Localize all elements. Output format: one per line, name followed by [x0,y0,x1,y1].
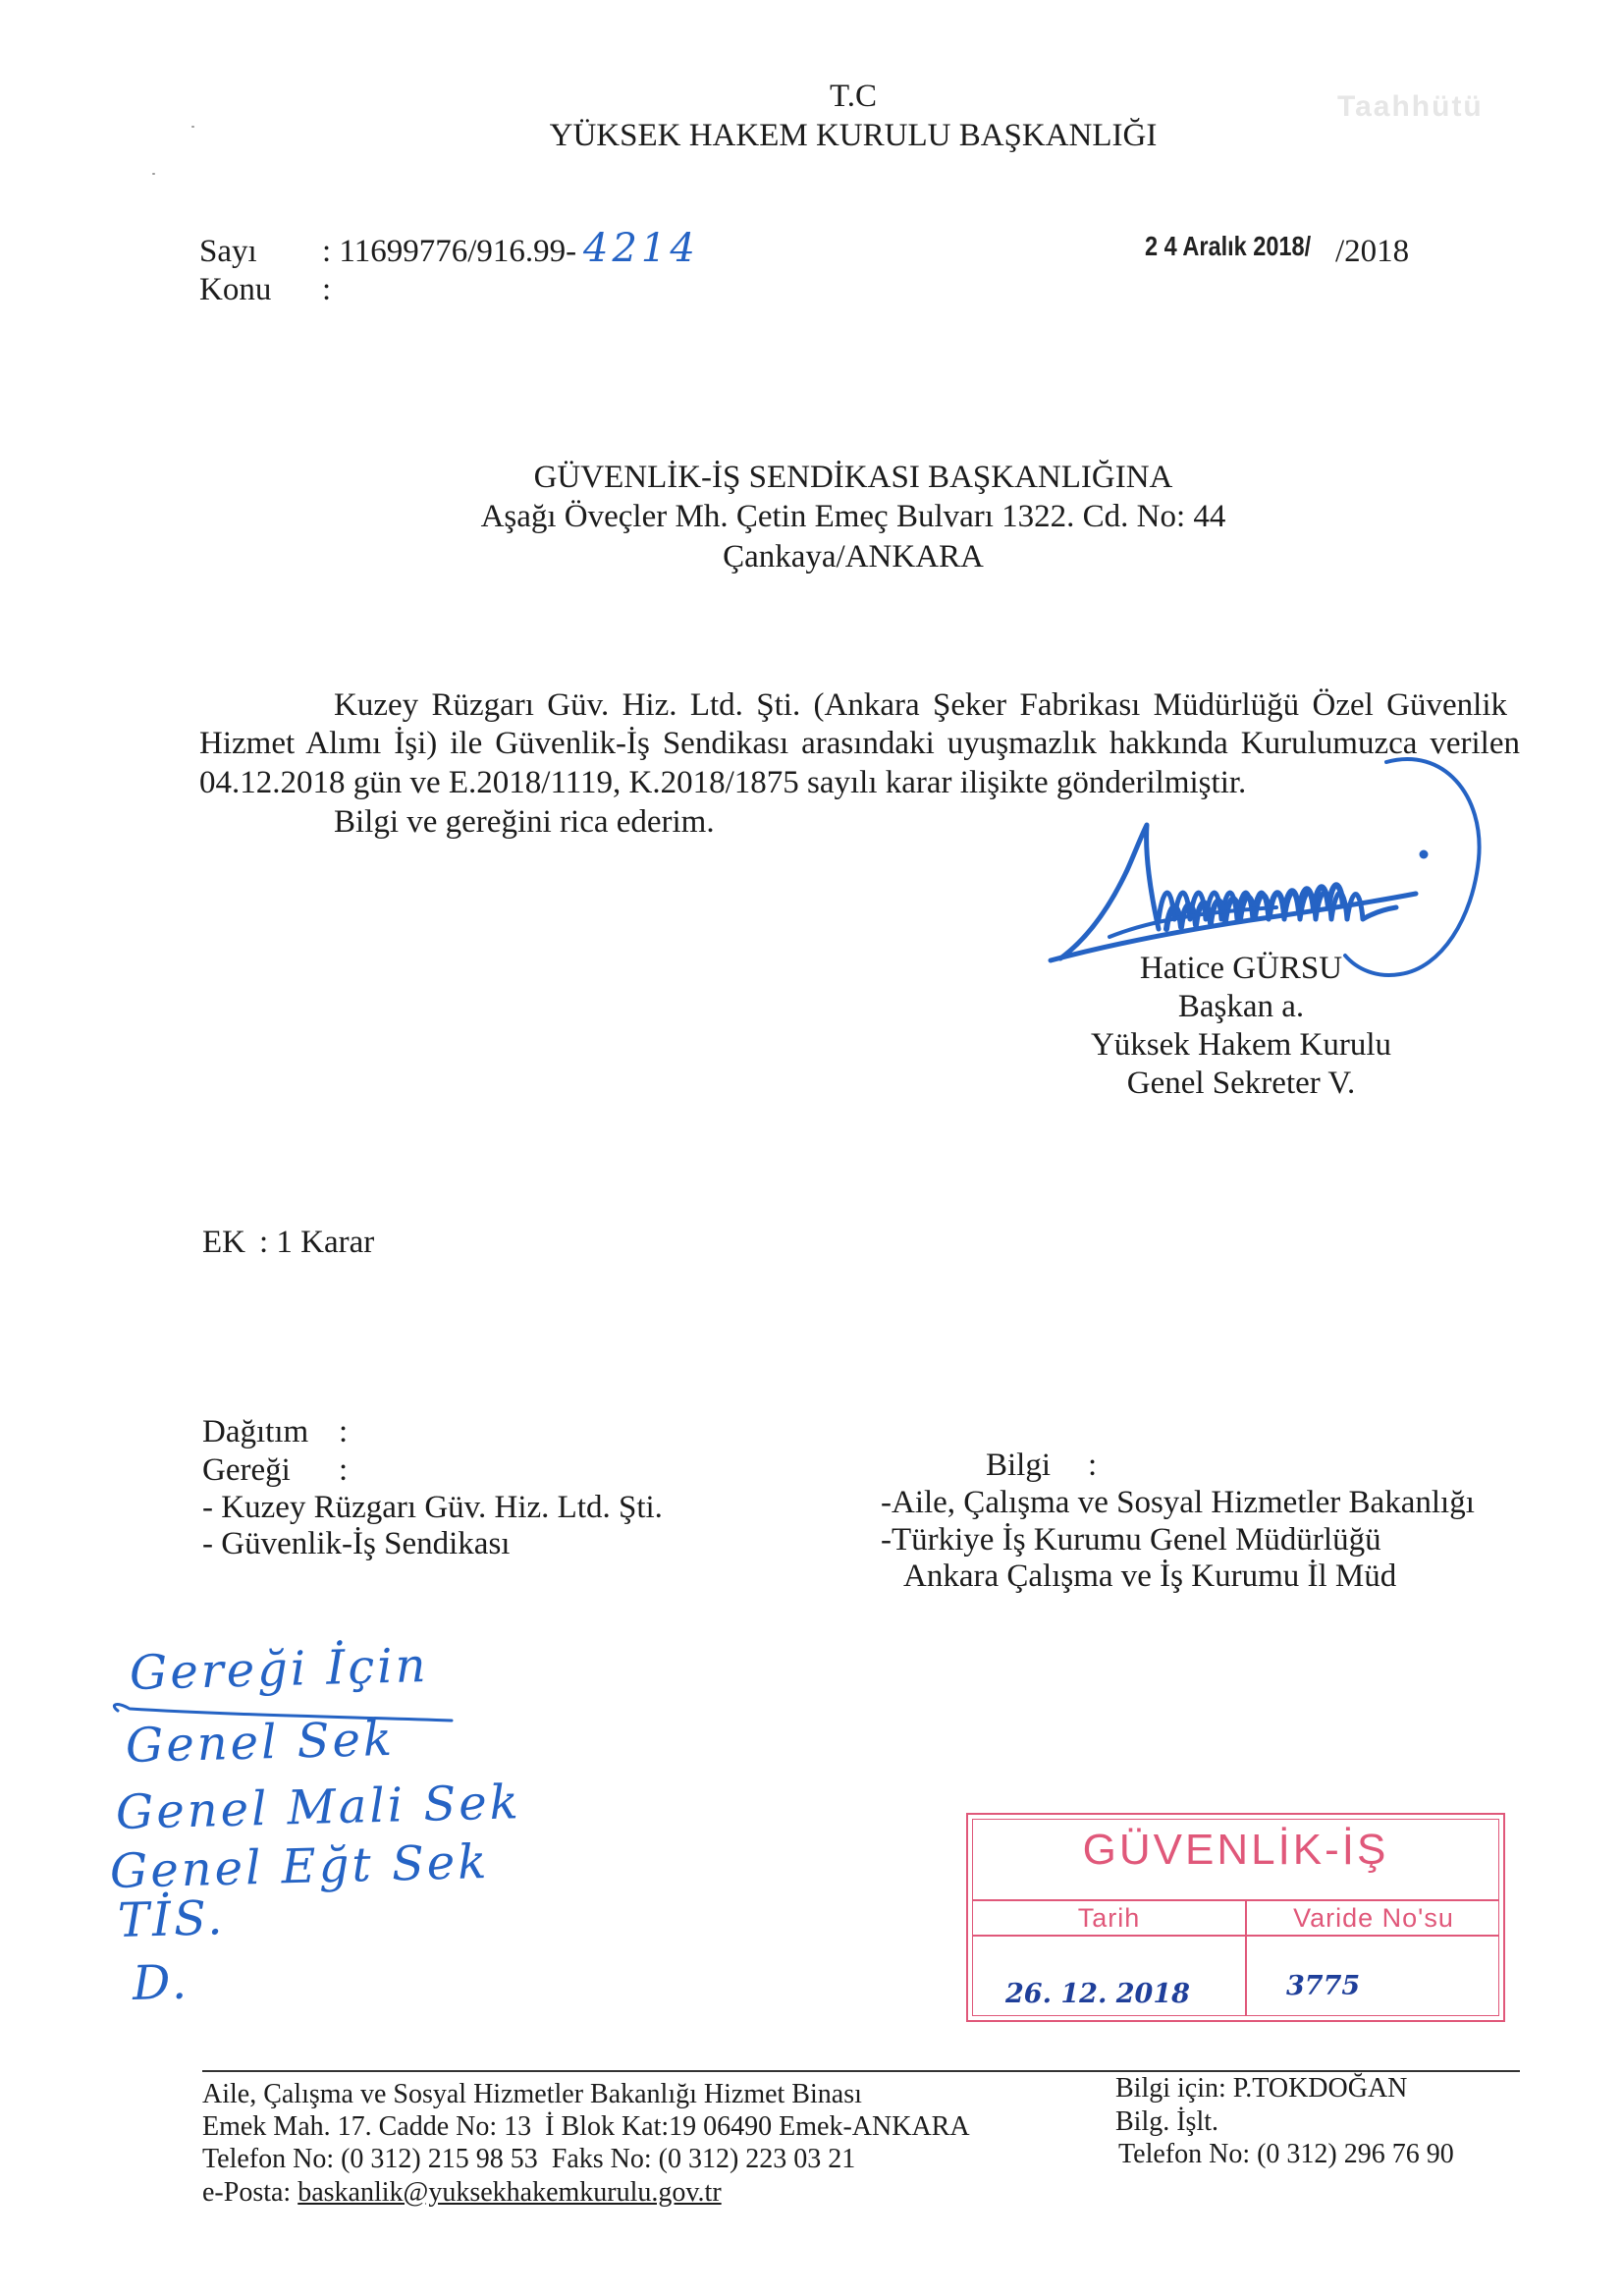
reference-number-label: Sayı [199,234,257,269]
stamp-date-value: 26. 12. 2018 [1005,1979,1190,2009]
footer-email-label: e-Posta: [202,2177,298,2208]
handwritten-note: Gereği İçin [129,1638,430,1701]
footer-contact-line: Bilg. İşlt. [1115,2106,1219,2137]
reference-subject-label: Konu [199,272,272,307]
body-closing-line: Bilgi ve gereğini rica ederim. [334,804,715,840]
distribution-info-recipient: Ankara Çalışma ve İş Kurumu İl Müd [903,1558,1397,1594]
footer-address-line: Emek Mah. 17. Cadde No: 13 İ Blok Kat:19 06490 Emek-ANKARA [202,2111,970,2142]
distribution-action-recipient: - Güvenlik-İş Sendikası [202,1526,511,1561]
stamp-number-label: Varide No'su [1293,1903,1454,1933]
signatory-title: Yüksek Hakem Kurulu [1090,1027,1392,1063]
body-line: 04.12.2018 gün ve E.2018/1119, K.2018/1875 sayılı karar ilişikte gönderilmiştir. [199,765,1247,800]
bleed-through-text: Taahhütü [1337,90,1484,123]
scan-speck [152,173,155,175]
handwritten-note: Genel Sek [125,1711,396,1774]
signature-zigzag-stroke [1166,885,1343,929]
handwritten-note: Genel Mali Sek [115,1775,522,1840]
stamp-organization: GÜVENLİK-İŞ [1082,1826,1389,1874]
reference-number-handwritten: 4214 [583,226,699,271]
stamp-date-label: Tarih [1077,1903,1141,1933]
distribution-info-label: Bilgi [986,1448,1052,1483]
distribution-info-recipient: -Aile, Çalışma ve Sosyal Hizmetler Bakanlığı [881,1485,1475,1520]
reference-subject-value: : [322,272,332,307]
body-line: Kuzey Rüzgarı Güv. Hiz. Ltd. Şti. (Ankara Şeker Fabrikası Müdürlüğü Özel Güvenlik [334,687,1507,723]
handwritten-note: Genel Eğt Sek [109,1833,490,1899]
distribution-info-recipient: -Türkiye İş Kurumu Genel Müdürlüğü [881,1522,1381,1558]
reference-number-value: : 11699776/916.99- [322,234,577,269]
date-stamp: 2 4 Aralık 2018/ [1145,231,1312,261]
handwritten-note: TİS. [117,1890,227,1948]
distribution-title: Dağıtım [202,1414,309,1449]
stamp-divider [973,1935,1498,1937]
letterhead-institution: YÜKSEK HAKEM KURULU BAŞKANLIĞI [549,118,1158,153]
distribution-action-label: Gereği [202,1452,291,1488]
footer-email-link: baskanlik@yuksekhakemkurulu.gov.tr [298,2177,722,2208]
date-printed-year: /2018 [1335,234,1410,269]
signatory-title: Başkan a. [1177,989,1305,1024]
signature-cross-stroke [1109,907,1276,937]
distribution-info-colon: : [1088,1448,1098,1483]
addressee-address-line-1: Aşağı Öveçler Mh. Çetin Emeç Bulvarı 1322. Cd. No: 44 [480,499,1226,534]
signature-initial-stroke [1060,825,1159,958]
scan-speck [191,126,194,128]
footer-email-line [202,2176,722,2209]
attachment-label: EK [202,1225,245,1260]
signatory-title: Genel Sekreter V. [1126,1066,1356,1101]
signatory-name: Hatice GÜRSU [1139,951,1343,986]
body-line: Hizmet Alımı İşi) ile Güvenlik-İş Sendikası arasındaki uyuşmazlık hakkında Kurulumuzca verilen [199,726,1520,761]
signature-zigzag-stroke [1159,893,1396,919]
footer-address-line: Aile, Çalışma ve Sosyal Hizmetler Bakanlığı Hizmet Binası [202,2079,862,2109]
stamp-number-value: 3775 [1286,1971,1361,2001]
letterhead-country: T.C [830,79,877,114]
footer-phone-line: Telefon No: (0 312) 215 98 53 Faks No: (0 312) 223 03 21 [202,2144,856,2174]
addressee-name: GÜVENLİK-İŞ SENDİKASI BAŞKANLIĞINA [533,460,1173,495]
footer-contact-line: Bilgi için: P.TOKDOĞAN [1115,2073,1408,2104]
signature-dot [1420,850,1429,859]
handwritten-note: D. [132,1954,190,2011]
signature-loop-stroke [1345,759,1480,975]
received-stamp [966,1813,1505,2022]
footer-contact-phone: Telefon No: (0 312) 296 76 90 [1118,2139,1454,2169]
addressee-address-line-2: Çankaya/ANKARA [723,539,984,574]
attachment-value: : 1 Karar [259,1225,375,1260]
distribution-action-colon: : [339,1452,349,1488]
distribution-title-colon: : [339,1414,349,1449]
distribution-action-recipient: - Kuzey Rüzgarı Güv. Hiz. Ltd. Şti. [202,1490,663,1525]
